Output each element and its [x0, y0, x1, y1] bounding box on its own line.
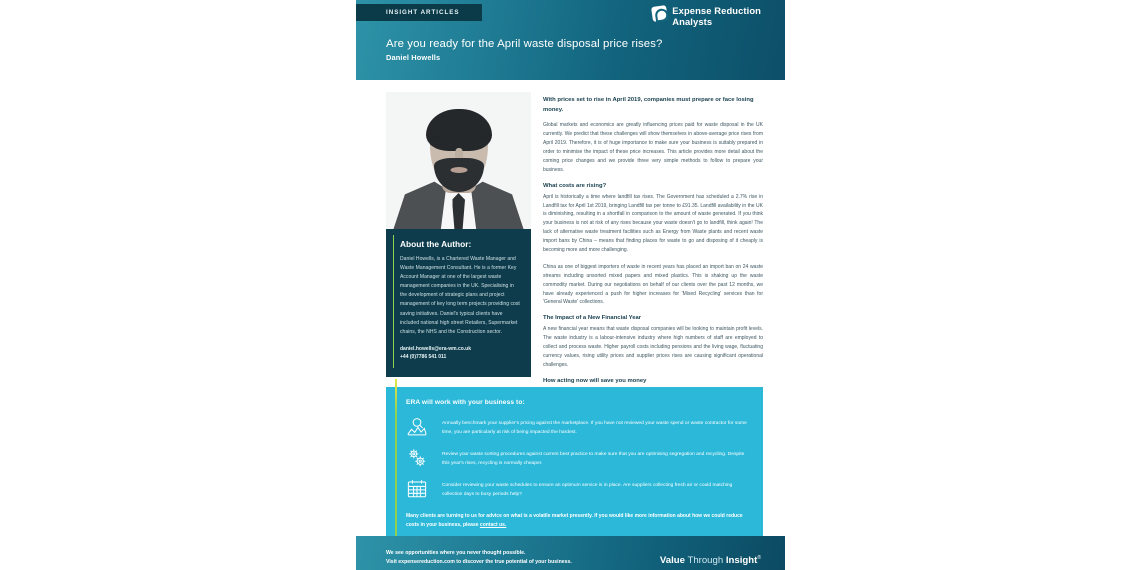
cta-footer-text — [406, 512, 747, 530]
footer-tagline-lines — [386, 549, 572, 567]
cta-footer-lead: Many clients are turning to us for advice on what is a volatile market presently. If you would like more information about how we could reduce costs in your business, please — [406, 513, 743, 528]
section-heading-1: What costs are rising? — [543, 182, 607, 189]
cta-panel — [386, 387, 763, 544]
cta-list-item — [406, 480, 747, 500]
cta-item-text: Annually benchmark your supplier's pricing against the marketplace. If you have not reviewed your waste spend or waste contractor for some time, you are particularly at risk of being impacted the hardest. — [442, 421, 747, 435]
author-bio-text: Daniel Howells, is a Chartered Waste Manager and Waste Management Consultant. He is a former Key Account Manager at one of the largest waste management companies in the UK. Specialising in the development of strategic plans and project management of key long term projects providing cost saving initiatives. Daniel's typical clients have included national high street Retailers, Supermarket chains, the NHS and the Construction sector. — [400, 256, 520, 335]
article-body — [356, 80, 785, 384]
author-email[interactable]: daniel.howells@era-wm.co.uk — [400, 345, 472, 352]
about-author-heading: About the Author: — [400, 239, 472, 249]
author-byline: Daniel Howells — [386, 53, 441, 62]
section-paragraph: A new financial year means that waste disposal companies will be looking to maintain profit levels. The waste industry is a labour-intensive industry where high numbers of staff are employed to collect and process waste. Higher payroll costs including pensions and the living wage, fluctuating currency values, rising utility prices and supplier prices rises are causing significant operational challenges. — [543, 326, 763, 368]
section-paragraph: April is historically a time where landfill tax rises. The Government has scheduled a 2.7% rise in Landfill tax for April 1st 2019, bringing Landfill tax per tonne to £91.35. Landfill availability in the UK is diminishing, resulting in a shortfall in comparison to the amount of waste generated. If you think your business is not at risk of any rises because your waste doesn't go to landfill, think again! The lack of alternative waste treatment facilities such as Energy from Waste plants and recent waste import bans by China – means that finding places for waste to go and disposing of it cheaply is becoming more and more challenging. — [543, 193, 763, 253]
author-bio-box — [386, 229, 531, 377]
contact-us-link[interactable]: contact us. — [479, 522, 507, 528]
cogs-icon — [406, 447, 428, 469]
author-photo — [386, 92, 531, 229]
page-title: Are you ready for the April waste disposal price rises? — [386, 38, 663, 50]
insight-articles-badge: INSIGHT ARTICLES — [356, 4, 482, 21]
footer-line-1: We see opportunities where you never thought possible. — [386, 549, 526, 556]
author-contact — [400, 345, 522, 362]
left-column — [386, 92, 531, 377]
era-leaf-logo-icon — [651, 5, 668, 22]
cta-list-item — [406, 418, 747, 438]
author-phone[interactable]: +44 (0)7786 541 011 — [400, 354, 447, 361]
page-footer — [356, 536, 785, 570]
footer-line-2[interactable]: Visit expensereduction.com to discover the true potential of your business. — [386, 558, 572, 565]
article-intro: Global markets and economics are greatly influencing prices paid for waste disposal in the UK currently. We predict that these challenges will show themselves in above-average price rises from April 2019. Therefore, it is of huge importance to make sure your business is suitably prepared in order to minimise the impact of these price increases. This article provides more detail about the coming price changes and we provide three very simple methods to follow to prepare your business. — [543, 122, 763, 173]
page-header — [356, 0, 785, 80]
right-column — [543, 92, 763, 384]
section-heading-2: The Impact of a New Financial Year — [543, 315, 642, 322]
brand-logo-line2: Analysts — [672, 16, 713, 28]
article-page — [356, 0, 785, 570]
brand-logo — [652, 5, 761, 28]
brand-logo-line1: Expense Reduction — [672, 5, 761, 16]
cta-list-item — [406, 449, 747, 469]
header-title-block — [386, 38, 662, 62]
cta-item-text: Review your waste sorting procedures against current best practice to make sure that you are optimising segregation and recycling. Despite this year's rises, recycling is normally cheaper. — [442, 452, 745, 466]
value-through-insight-tagline — [660, 555, 761, 567]
article-lead: With prices set to rise in April 2019, companies must prepare or face losing money. — [543, 97, 754, 114]
section-paragraph: China as one of biggest importers of waste in recent years has placed an import ban on 24 waste streams including unsorted mixed papers and mixed plastics. This is shaking up the waste commodity market. During our negotiations on behalf of our clients over the past 12 months, we have already experienced a push for higher increases for 'Mixed Recycling' services than for 'General Waste' collections. — [543, 263, 763, 306]
tagline-registered-mark: ® — [757, 554, 761, 561]
calendar-icon — [406, 478, 428, 500]
brand-logo-text — [672, 5, 761, 28]
tagline-through: Through — [687, 555, 724, 566]
tagline-insight: Insight — [725, 555, 758, 566]
cta-heading: ERA will work with your business to: — [406, 399, 525, 406]
tagline-value: Value — [659, 555, 685, 566]
cta-item-text: Consider reviewing your waste schedules to ensure an optimum service is in place. Are suppliers collecting fresh air or could matching collection days to busy periods help? — [442, 483, 733, 497]
magnifier-chart-icon — [406, 416, 428, 438]
section-heading-3: How acting now will save you money — [543, 377, 647, 384]
